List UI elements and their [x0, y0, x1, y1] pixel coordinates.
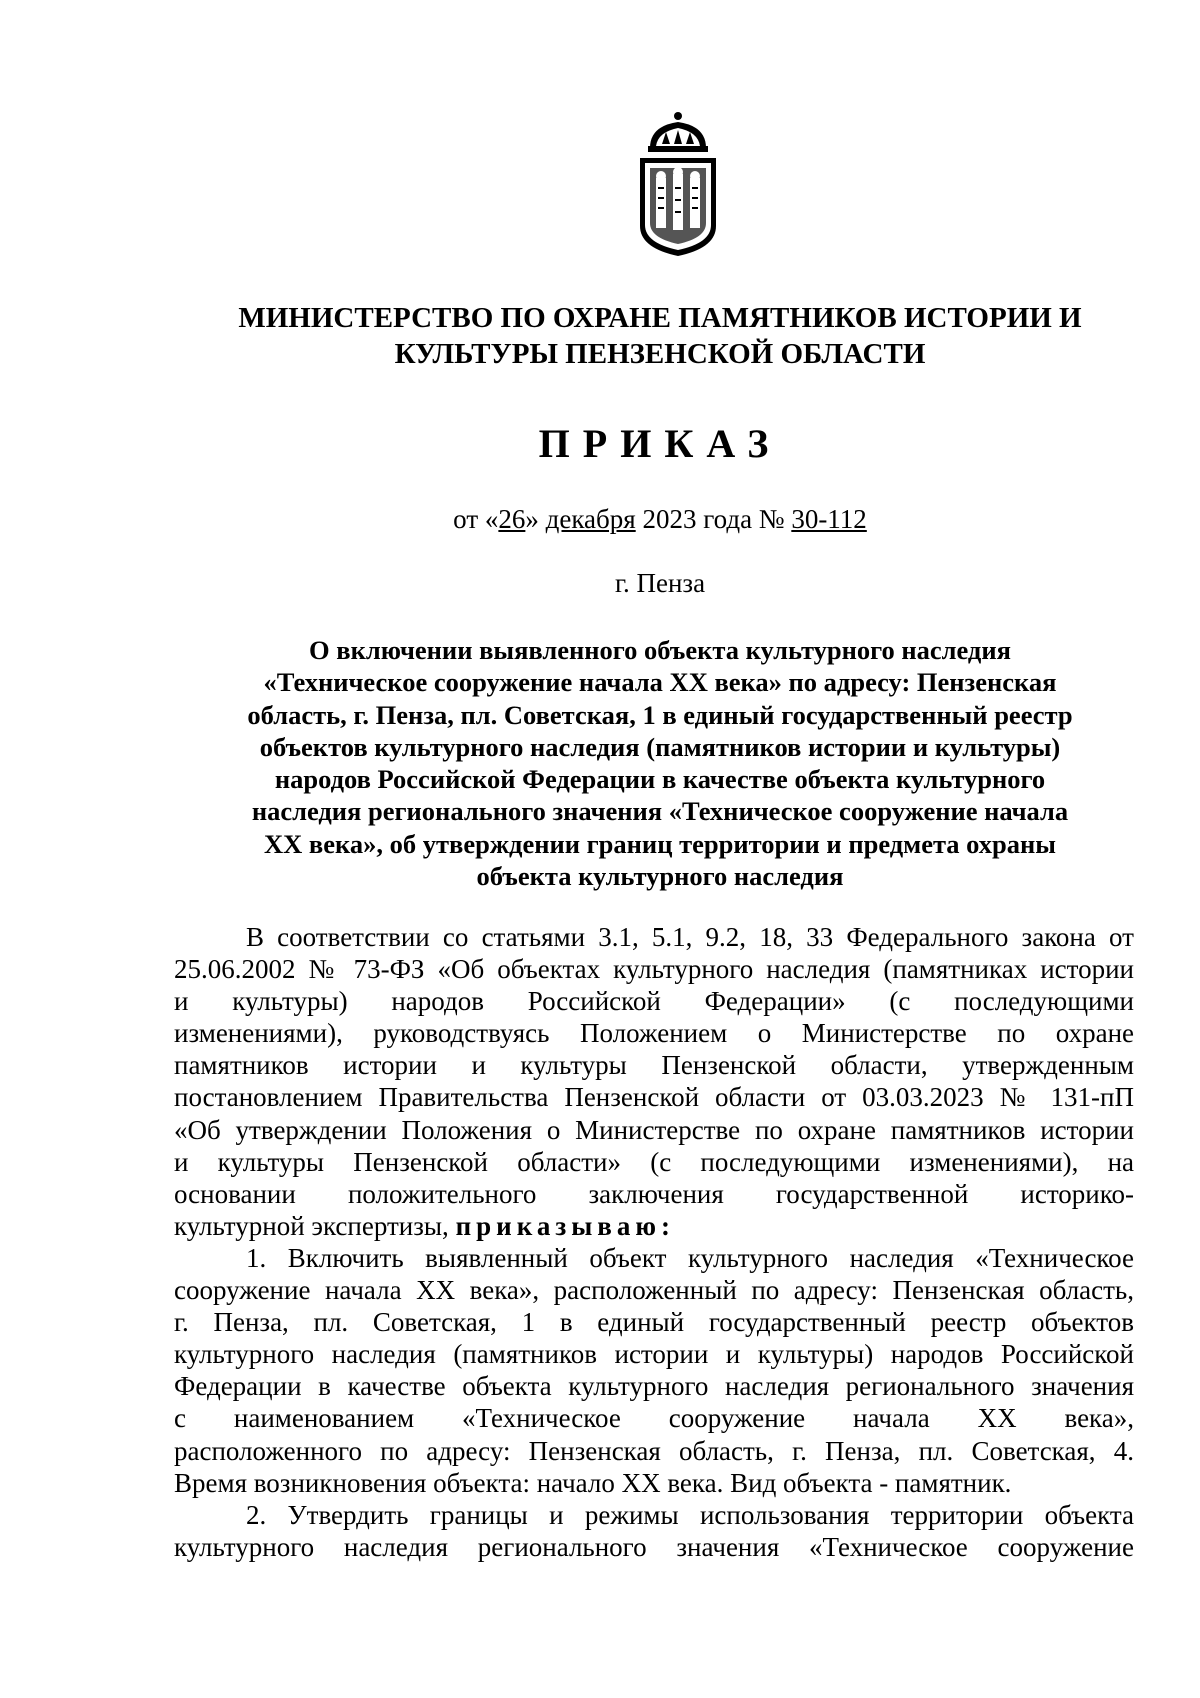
heading-line: «Техническое сооружение начала XX века» по адресу: Пензенская: [263, 667, 1057, 698]
coat-of-arms-emblem: [628, 108, 728, 258]
heading-line: О включении выявленного объекта культурного наследия: [309, 635, 1011, 665]
preamble-line: и культуры Пензенской области» (с последующими изменениями), на: [174, 1146, 1134, 1177]
item-1-line: культурного наследия (памятников истории и культуры) народов Российской: [174, 1339, 1134, 1370]
heading-line: наследия регионального значения «Техническое сооружение начала: [251, 796, 1069, 827]
preamble-line: «Об утверждении Положения о Министерстве по охране памятников истории: [174, 1114, 1134, 1145]
decree-word: приказываю:: [455, 1210, 675, 1241]
preamble-line: изменениями), руководствуясь Положением о Министерстве по охране: [174, 1018, 1134, 1049]
order-date-line: [160, 504, 1160, 535]
item-1-line: Федерации в качестве объекта культурного наследия регионального значения: [174, 1371, 1134, 1402]
preamble-line: В соответствии со статьями 3.1, 5.1, 9.2, 18, 33 Федерального закона от: [246, 922, 1134, 952]
heading-line: объекта культурного наследия: [476, 861, 844, 892]
preamble-final-line: [174, 1210, 1134, 1242]
heading-line: объектов культурного наследия (памятников истории и культуры): [259, 731, 1061, 762]
item-1-line: расположенного по адресу: Пензенская область, г. Пенза, пл. Советская, 4.: [174, 1435, 1134, 1466]
date-year: 2023 года №: [635, 504, 792, 534]
item-1-line: Время возникновения объекта: начало XX века. Вид объекта - памятник.: [174, 1467, 1012, 1498]
preamble-line: памятников истории и культуры Пензенской области, утвержденным: [174, 1050, 1134, 1081]
preamble-last-text: культурной экспертизы,: [174, 1210, 456, 1241]
ministry-name: [160, 300, 1160, 372]
item-1-line: г. Пенза, пл. Советская, 1 в единый государственный реестр объектов: [174, 1307, 1134, 1338]
document-type-title: ПРИКАЗ: [538, 421, 782, 466]
order-body: [174, 921, 1134, 1563]
date-prefix: от «: [453, 504, 499, 534]
item-1-line: 1. Включить выявленный объект культурного наследия «Техническое: [246, 1242, 1134, 1273]
preamble-line: основании положительного заключения государственной историко-: [174, 1178, 1134, 1209]
heading-line: народов Российской Федерации в качестве объекта культурного: [274, 764, 1046, 795]
ministry-name-line-1: МИНИСТЕРСТВО ПО ОХРАНЕ ПАМЯТНИКОВ ИСТОРИИ И: [238, 302, 1082, 334]
heading-line: область, г. Пенза, пл. Советская, 1 в единый государственный реестр: [247, 699, 1073, 730]
item-2-line: 2. Утвердить границы и режимы использования территории объекта: [246, 1499, 1134, 1530]
ministry-name-line-2: КУЛЬТУРЫ ПЕНЗЕНСКОЙ ОБЛАСТИ: [394, 338, 926, 370]
date-month: декабря: [545, 504, 636, 534]
document-number: 30-112: [791, 504, 867, 534]
preamble-line: постановлением Правительства Пензенской области от 03.03.2023 № 131-пП: [174, 1082, 1134, 1113]
order-subject-heading: [170, 634, 1150, 892]
date-day: 26: [498, 504, 526, 534]
date-mid: »: [525, 504, 546, 534]
item-1-line: с наименованием «Техническое сооружение начала XX века»,: [174, 1403, 1134, 1434]
preamble-line: и культуры) народов Российской Федерации» (с последующими: [174, 986, 1134, 1017]
item-1-line: сооружение начала XX века», расположенный по адресу: Пензенская область,: [174, 1275, 1134, 1306]
heading-line: XX века», об утверждении границ территории и предмета охраны: [264, 828, 1056, 859]
preamble-line: 25.06.2002 № 73-ФЗ «Об объектах культурного наследия (памятниках истории: [174, 954, 1134, 985]
city-name: г. Пенза: [614, 568, 706, 598]
item-2-line: культурного наследия регионального значения «Техническое сооружение: [174, 1531, 1134, 1562]
